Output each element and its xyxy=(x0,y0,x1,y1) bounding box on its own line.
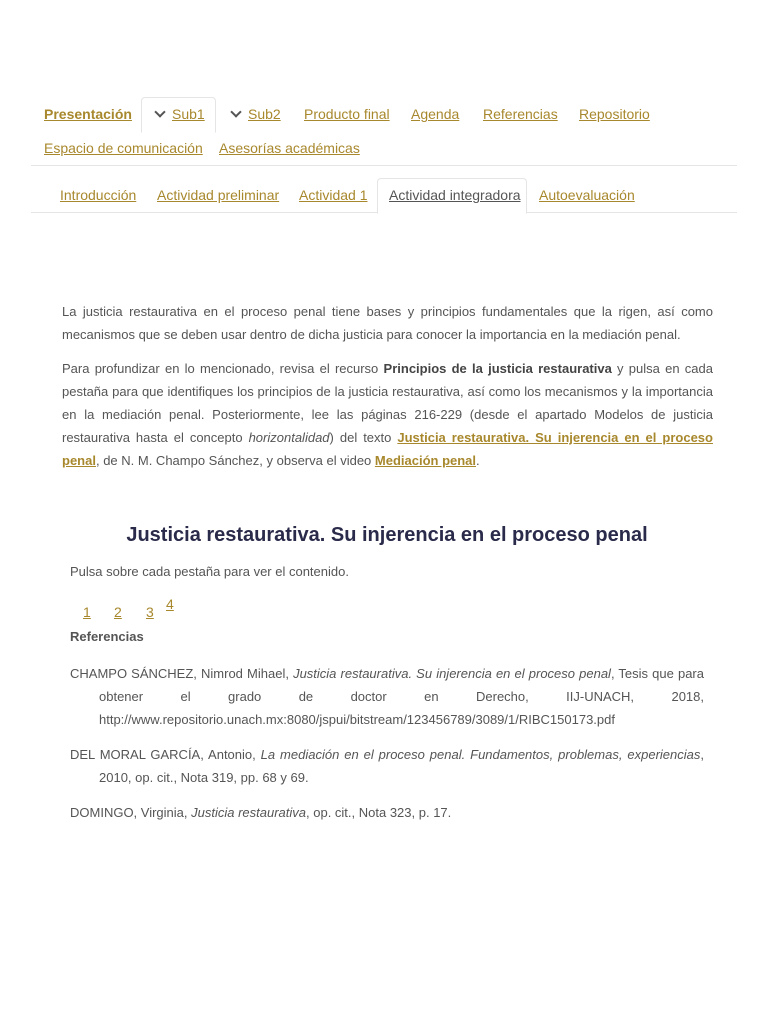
chevron-down-icon xyxy=(230,106,241,117)
reference-item xyxy=(70,743,704,789)
nav-sub1[interactable] xyxy=(156,106,205,122)
intro-paragraph: La justicia restaurativa en el proceso penal tiene bases y principios fundamentales que la rigen, así como mecanismos que se deben usar dentro de dicha justicia para conocer la importancia en la mediación penal. xyxy=(62,304,713,342)
reference-item xyxy=(70,662,704,731)
activity-content xyxy=(62,300,713,483)
tab-actividad-preliminar[interactable]: Actividad preliminar xyxy=(157,187,280,203)
reference-author: CHAMPO SÁNCHEZ, Nimrod Mihael, xyxy=(70,666,294,681)
nav-sub2-label[interactable]: Sub2 xyxy=(248,106,281,122)
text-fragment: Para profundizar en lo mencionado, revisa el recurso xyxy=(62,361,384,376)
nav-sub2[interactable] xyxy=(232,106,281,122)
reference-item xyxy=(70,801,704,824)
tab-actividad-integradora[interactable]: Actividad integradora xyxy=(389,187,521,203)
page-tab-2[interactable]: 2 xyxy=(114,604,122,620)
video-link[interactable]: Mediación penal xyxy=(374,453,477,468)
text-link[interactable]: Justicia restaurativa. Su injerencia en el proceso penal xyxy=(62,430,713,468)
nav-espacio-comunicacion[interactable]: Espacio de comunicación xyxy=(44,140,203,156)
nav-repositorio[interactable]: Repositorio xyxy=(579,106,650,122)
page-tab-1[interactable]: 1 xyxy=(83,604,91,620)
page-tabs xyxy=(70,596,270,620)
reference-author: DOMINGO, Virginia, xyxy=(70,805,192,820)
text-fragment: ) del texto xyxy=(329,430,398,445)
reference-details: , 2010, op. cit., Nota 319, pp. 68 y 69. xyxy=(99,747,704,785)
text-fragment: . xyxy=(476,453,480,468)
references-heading: Referencias xyxy=(70,629,144,644)
page-tab-3[interactable]: 3 xyxy=(146,604,154,620)
page-tab-4[interactable]: 4 xyxy=(166,596,174,612)
references-list xyxy=(70,662,704,836)
text-fragment: y pulsa en cada pestaña para que identifiques los principios de la justicia restaurativa, así como los mecanismos y la importancia en la mediación penal. Posteriormente, lee las páginas 216-229 (desde el apartado Modelos de justicia restaurativa hasta el concepto xyxy=(62,361,713,445)
reference-title: Justicia restaurativa xyxy=(191,805,307,820)
section-instruction: Pulsa sobre cada pestaña para ver el contenido. xyxy=(70,564,349,579)
chevron-down-icon xyxy=(154,106,165,117)
tab-introduccion[interactable]: Introducción xyxy=(60,187,137,203)
reference-details: , Tesis que para obtener el grado de doctor en Derecho, IIJ-UNACH, 2018, http://www.repositorio.unach.mx:8080/jspui/bitstream/123456789/3089/1/RIBC150173.pdf xyxy=(99,666,704,727)
section-title: Justicia restaurativa. Su injerencia en el proceso penal xyxy=(126,524,648,546)
reference-title: Justicia restaurativa. Su injerencia en el proceso penal xyxy=(293,666,611,681)
activity-tabs xyxy=(31,178,737,213)
tab-autoevaluacion[interactable]: Autoevaluación xyxy=(539,187,635,203)
instructions-paragraph xyxy=(62,357,713,472)
nav-asesorias[interactable]: Asesorías académicas xyxy=(219,140,360,156)
reference-author: DEL MORAL GARCÍA, Antonio, xyxy=(70,747,261,762)
nav-referencias[interactable]: Referencias xyxy=(483,106,558,122)
resource-name: Principios de la justicia restaurativa xyxy=(383,361,612,376)
nav-sub1-label[interactable]: Sub1 xyxy=(172,106,205,122)
nav-agenda[interactable]: Agenda xyxy=(411,106,460,122)
reference-details: , op. cit., Nota 323, p. 17. xyxy=(306,805,452,820)
nav-presentacion[interactable]: Presentación xyxy=(44,106,132,122)
main-navigation xyxy=(31,97,737,166)
tab-actividad-1[interactable]: Actividad 1 xyxy=(299,187,368,203)
reference-title: La mediación en el proceso penal. Fundamentos, problemas, experiencias xyxy=(260,747,701,762)
concept-term: horizontalidad xyxy=(248,430,330,445)
text-fragment: , de N. M. Champo Sánchez, y observa el video xyxy=(95,453,375,468)
nav-producto-final[interactable]: Producto final xyxy=(304,106,390,122)
